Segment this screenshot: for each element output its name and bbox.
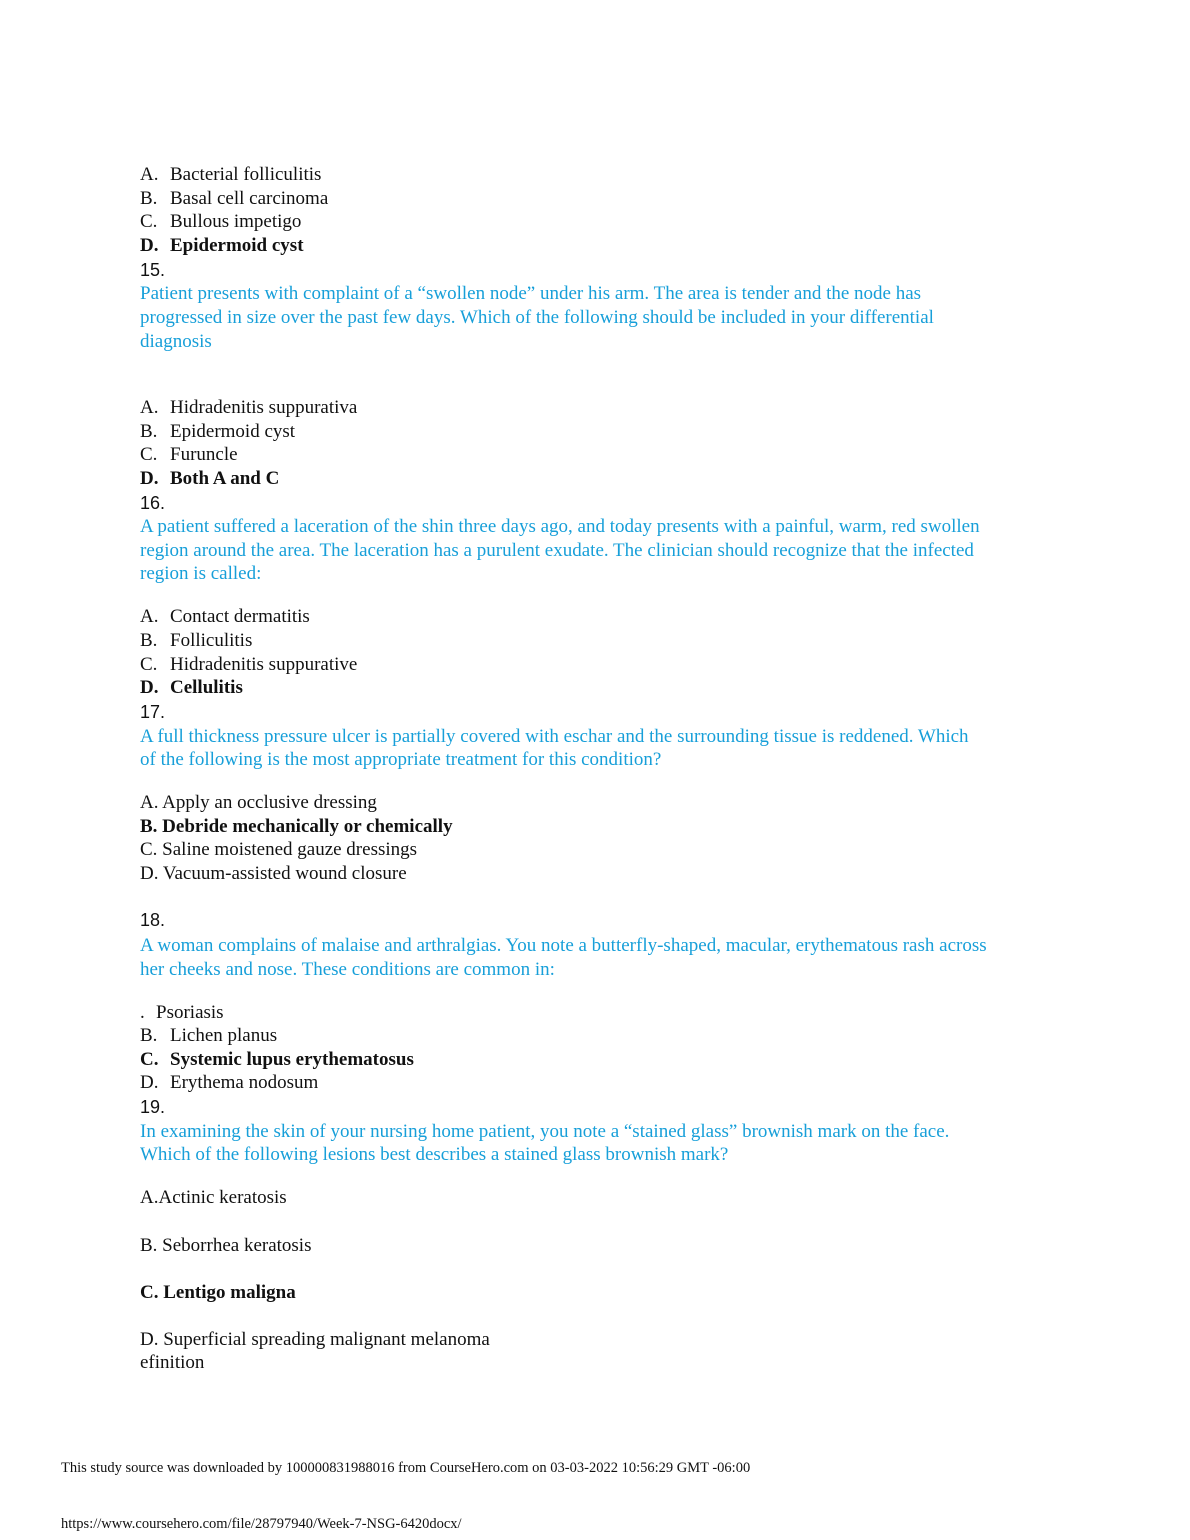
download-notice: This study source was downloaded by 100000831988016 from CourseHero.com on 03-03-2022 10:56:29 GMT -06:00 <box>61 1460 751 1476</box>
question-text: her cheeks and nose. These conditions are common in: <box>140 959 555 980</box>
option: B. Seborrhea keratosis <box>140 1235 312 1256</box>
correct-option: D. Cellulitis <box>140 677 243 698</box>
question-number: 16. <box>140 493 166 513</box>
option: A. Hidradenitis suppurativa <box>140 397 358 418</box>
question-number: 18. <box>140 910 166 930</box>
question-text: diagnosis <box>140 331 212 352</box>
question-text: In examining the skin of your nursing home patient, you note a “stained glass” brownish mark on the face. <box>140 1121 950 1142</box>
question-number: 17. <box>140 702 166 722</box>
question-number: 15. <box>140 260 166 280</box>
question-text: A full thickness pressure ulcer is partially covered with eschar and the surrounding tissue is reddened. Which <box>140 726 969 747</box>
option: A. Contact dermatitis <box>140 606 310 627</box>
question-text: Which of the following lesions best describes a stained glass brownish mark? <box>140 1144 729 1165</box>
question-text: A woman complains of malaise and arthralgias. You note a butterfly-shaped, macular, erythematous rash across <box>140 935 987 956</box>
trailing-text: efinition <box>140 1352 205 1373</box>
option: A. Bacterial folliculitis <box>140 164 322 185</box>
question-text: progressed in size over the past few days. Which of the following should be included in your differential <box>140 307 934 328</box>
correct-option: C. Systemic lupus erythematosus <box>140 1049 414 1070</box>
option: B. Basal cell carcinoma <box>140 188 329 209</box>
source-url[interactable]: https://www.coursehero.com/file/28797940/Week-7-NSG-6420docx/ <box>61 1516 462 1532</box>
option: C. Hidradenitis suppurative <box>140 654 358 675</box>
option: C. Saline moistened gauze dressings <box>140 839 418 860</box>
option: . Psoriasis <box>140 1002 224 1023</box>
option: B. Folliculitis <box>140 630 253 651</box>
correct-option: C. Lentigo maligna <box>140 1282 296 1303</box>
option: B. Lichen planus <box>140 1025 278 1046</box>
option: C. Bullous impetigo <box>140 211 302 232</box>
option: D. Superficial spreading malignant melanoma <box>140 1329 490 1350</box>
option: D. Erythema nodosum <box>140 1072 319 1093</box>
option: D. Vacuum-assisted wound closure <box>140 863 407 884</box>
question-text: Patient presents with complaint of a “swollen node” under his arm. The area is tender and the node has <box>140 283 922 304</box>
question-text: region around the area. The laceration has a purulent exudate. The clinician should recognize that the infected <box>140 540 974 561</box>
question-text: A patient suffered a laceration of the shin three days ago, and today presents with a painful, warm, red swollen <box>140 516 980 537</box>
correct-option: D. Epidermoid cyst <box>140 235 304 256</box>
option: A.Actinic keratosis <box>140 1187 287 1208</box>
option: B. Epidermoid cyst <box>140 421 296 442</box>
correct-option: D. Both A and C <box>140 468 280 489</box>
correct-option: B. Debride mechanically or chemically <box>140 816 453 837</box>
question-text: region is called: <box>140 563 262 584</box>
question-number: 19. <box>140 1097 166 1117</box>
option: C. Furuncle <box>140 444 238 465</box>
option: A. Apply an occlusive dressing <box>140 792 377 813</box>
question-text: of the following is the most appropriate treatment for this condition? <box>140 749 662 770</box>
